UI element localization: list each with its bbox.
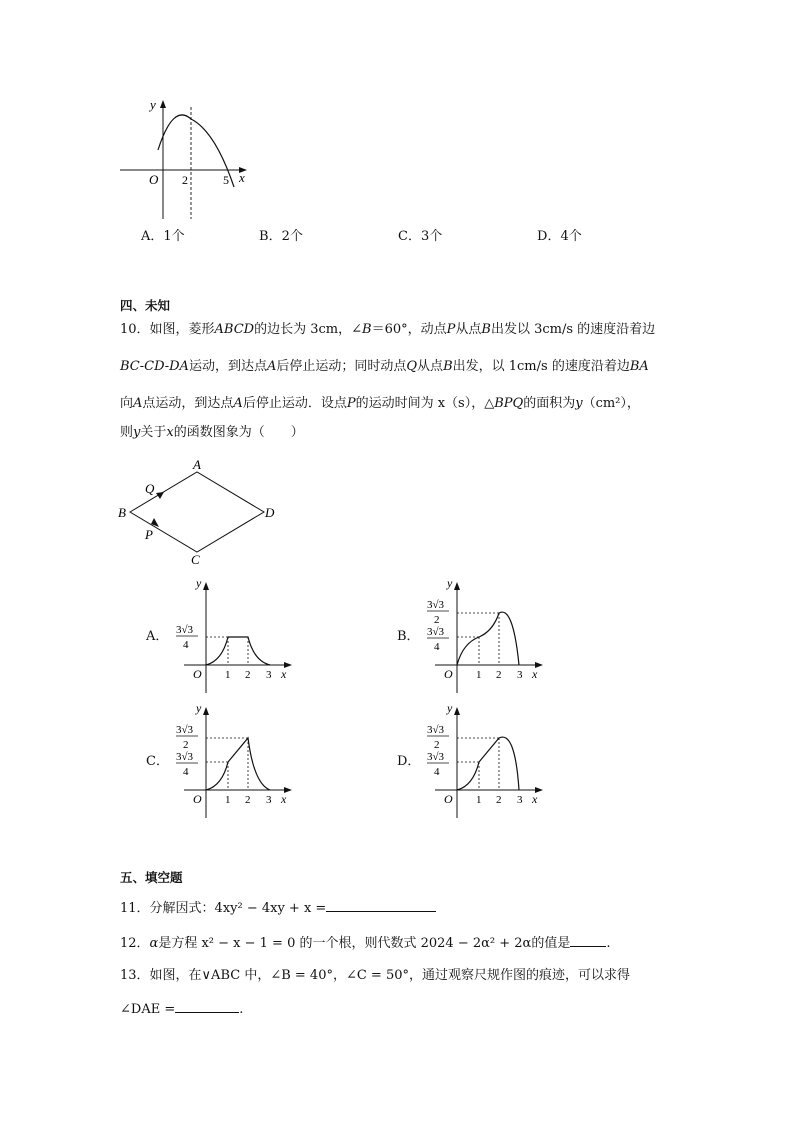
svg-text:2: 2 xyxy=(496,794,502,806)
svg-text:y: y xyxy=(447,701,453,715)
svg-text:y: y xyxy=(196,701,202,715)
q13-line-2: ∠DAE = . xyxy=(120,1002,244,1017)
svg-text:3: 3 xyxy=(266,669,272,681)
label-c: C xyxy=(191,552,200,567)
svg-text:4: 4 xyxy=(434,766,440,778)
svg-text:3√3: 3√3 xyxy=(427,599,445,611)
svg-text:2: 2 xyxy=(496,669,502,681)
section-title-5: 五、填空题 xyxy=(120,870,183,885)
q9-option-b[interactable]: B．2个 xyxy=(259,229,303,244)
svg-text:4: 4 xyxy=(434,641,440,653)
q9-option-d[interactable]: D．4个 xyxy=(537,229,582,244)
q10-line-3: 向A点运动，到达点A后停止运动．设点P的运动时间为 x（s），△BPQ的面积为y（cm²）， xyxy=(120,396,640,411)
q9-parabola-graph xyxy=(115,95,255,225)
origin-label: O xyxy=(149,172,159,187)
svg-text:O: O xyxy=(193,667,202,681)
svg-text:2: 2 xyxy=(245,794,251,806)
tick-5-label: 5 xyxy=(223,173,229,187)
q13-line-1: 13．如图，在∨ABC 中，∠B = 40°，∠C = 50°，通过观察尺规作图的痕迹，可以求得 xyxy=(120,968,631,983)
svg-text:3√3: 3√3 xyxy=(427,626,445,638)
y-axis-arrow xyxy=(160,100,166,108)
q12-answer-blank[interactable] xyxy=(570,934,606,947)
y-label: y xyxy=(150,97,156,112)
svg-text:3: 3 xyxy=(517,669,523,681)
svg-text:3√3: 3√3 xyxy=(427,724,445,736)
graph-c[interactable] xyxy=(164,700,304,820)
svg-text:y: y xyxy=(447,576,453,590)
graph-a-letter[interactable]: A． xyxy=(146,629,169,644)
section-title-4: 四、未知 xyxy=(120,298,171,313)
svg-text:x: x xyxy=(532,667,538,681)
q13-answer-blank[interactable] xyxy=(175,1000,239,1013)
graph-d[interactable] xyxy=(415,700,555,820)
graph-b[interactable] xyxy=(415,575,555,695)
x-label: x xyxy=(239,170,245,185)
graph-d-letter[interactable]: D． xyxy=(397,754,421,769)
svg-text:O: O xyxy=(193,792,202,806)
svg-text:O: O xyxy=(444,667,453,681)
svg-text:4: 4 xyxy=(183,766,189,778)
rhombus-figure xyxy=(114,455,284,570)
q12: 12．α是方程 x² − x − 1 = 0 的一个根，则代数式 2024 − 2α² + 2α的值是 . xyxy=(120,936,611,951)
svg-text:2: 2 xyxy=(245,669,251,681)
svg-text:3√3: 3√3 xyxy=(176,624,194,636)
svg-text:1: 1 xyxy=(476,669,482,681)
svg-text:y: y xyxy=(196,576,202,590)
svg-text:2: 2 xyxy=(434,739,440,751)
label-q: Q xyxy=(145,481,155,496)
svg-text:2: 2 xyxy=(183,739,189,751)
q10-line-4: 则y关于x的函数图象为（ ） xyxy=(120,425,304,440)
svg-text:4: 4 xyxy=(183,639,189,651)
svg-text:x: x xyxy=(281,792,287,806)
tick-2-label: 2 xyxy=(182,173,188,187)
label-d: D xyxy=(265,505,275,520)
q10-line-2: BC-CD-DA运动，到达点A后停止运动；同时动点Q从点B出发，以 1cm/s 的速度沿着边BA xyxy=(120,359,649,374)
graph-b-letter[interactable]: B． xyxy=(397,629,420,644)
svg-text:3√3: 3√3 xyxy=(176,724,194,736)
svg-text:x: x xyxy=(281,667,287,681)
q11 xyxy=(120,899,436,918)
svg-text:1: 1 xyxy=(476,794,482,806)
label-a: A xyxy=(193,457,201,472)
svg-text:x: x xyxy=(532,792,538,806)
svg-text:O: O xyxy=(444,792,453,806)
svg-text:2: 2 xyxy=(434,614,440,626)
q9-option-c[interactable]: C．3个 xyxy=(398,229,443,244)
svg-text:1: 1 xyxy=(225,794,231,806)
q9-option-a[interactable]: A．1个 xyxy=(141,229,185,244)
svg-text:3√3: 3√3 xyxy=(427,751,445,763)
label-b: B xyxy=(118,505,126,520)
label-p: P xyxy=(145,527,153,542)
svg-text:3: 3 xyxy=(266,794,272,806)
q11-text: 11．分解因式：4xy² − 4xy + x = xyxy=(120,901,327,916)
q10-line-1: 10．如图，菱形ABCD的边长为 3cm，∠B＝60°，动点P从点B出发以 3cm/s 的速度沿着边 xyxy=(120,322,656,337)
graph-c-letter[interactable]: C． xyxy=(146,754,169,769)
graph-a[interactable] xyxy=(164,575,304,695)
svg-text:1: 1 xyxy=(225,669,231,681)
svg-text:3√3: 3√3 xyxy=(176,751,194,763)
svg-text:3: 3 xyxy=(517,794,523,806)
q11-answer-blank[interactable] xyxy=(326,899,436,912)
